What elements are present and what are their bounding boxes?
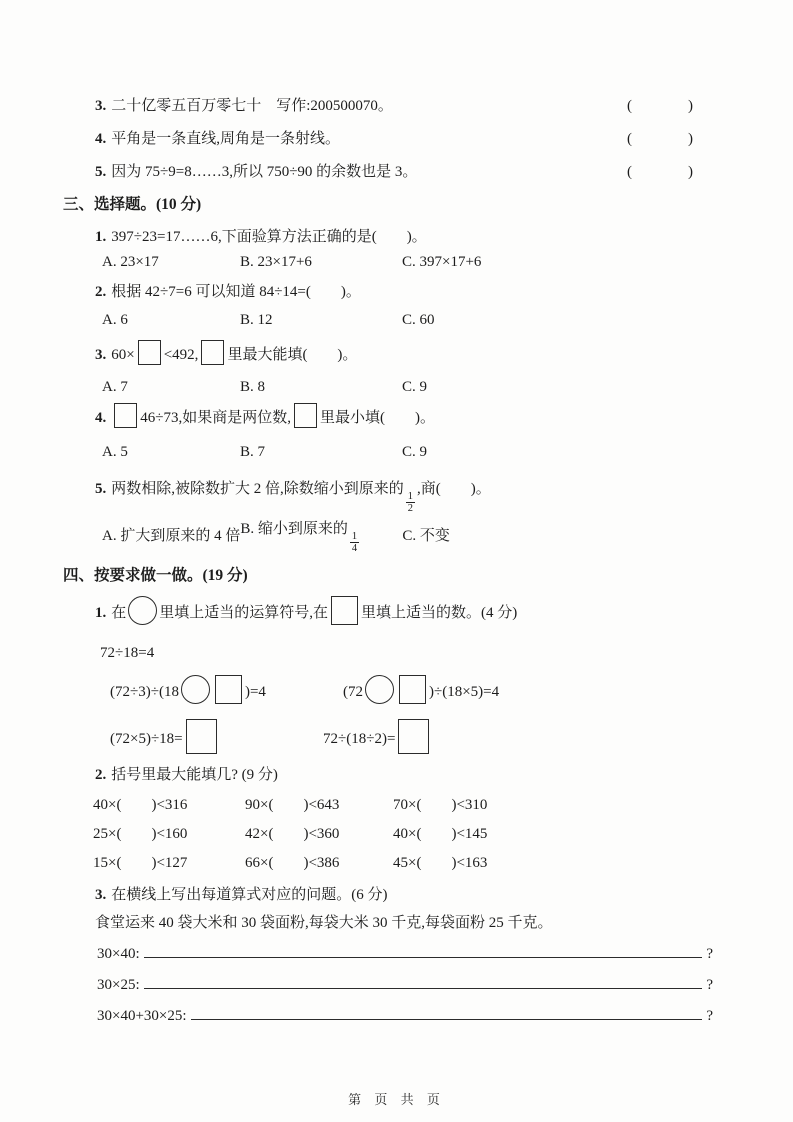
equation-4	[323, 719, 432, 754]
judge-item-5	[95, 161, 733, 183]
fill-cell: 40×( )<316	[93, 797, 188, 813]
fraction-denominator: 2	[407, 503, 414, 515]
answer-parens	[627, 161, 693, 183]
question-number: 3.	[95, 347, 107, 363]
equation-text: (72	[343, 683, 363, 700]
equation-text: (72÷3)÷(18	[110, 683, 179, 700]
fraction-numerator: 1	[407, 491, 414, 502]
s4-q3	[95, 884, 733, 906]
blank-box	[114, 403, 137, 428]
s4-q1-given: 72÷18=4	[100, 645, 155, 661]
question-text: <492,	[163, 347, 199, 363]
s4-q1-eqrow1	[110, 668, 733, 710]
choice-q4-options	[102, 441, 733, 463]
fill-cell: 45×( )<163	[393, 855, 488, 871]
expression-label: 30×40+30×25:	[97, 1008, 187, 1024]
fill-cell: 25×( )<160	[93, 826, 188, 842]
blank-box	[215, 675, 242, 704]
paren-open: (	[627, 98, 632, 114]
question-text: 397÷23=17……6,下面验算方法正确的是( )。	[111, 229, 427, 245]
question-text: 两数相除,被除数扩大 2 倍,除数缩小到原来的	[111, 481, 404, 497]
fill-grid-row-2	[93, 823, 733, 845]
question-text: 根据 42÷7=6 可以知道 84÷14=( )。	[111, 284, 361, 300]
paren-close: )	[688, 164, 693, 180]
choice-q4	[95, 403, 733, 431]
question-text: 60×	[111, 347, 135, 363]
option-b: B. 23×17+6	[240, 254, 312, 270]
choice-q1-options	[102, 251, 733, 273]
answer-parens	[627, 128, 693, 150]
paren-open: (	[627, 164, 632, 180]
question-mark: ?	[706, 946, 713, 962]
question-number: 2.	[95, 767, 107, 783]
question-text: 里最小填( )。	[319, 410, 435, 426]
blank-box	[294, 403, 317, 428]
choice-q3	[95, 340, 733, 368]
question-number: 4.	[95, 131, 107, 147]
answer-parens	[627, 95, 693, 117]
question-number: 5.	[95, 164, 107, 180]
section-title-do: 四、按要求做一做。(19 分)	[63, 567, 248, 584]
answer-line	[144, 941, 703, 958]
equation-text: )÷(18×5)=4	[429, 683, 500, 700]
s4-q1	[95, 596, 733, 628]
option-b: B. 8	[240, 379, 266, 395]
fraction-denominator: 4	[351, 543, 358, 554]
judge-item-3	[95, 95, 733, 117]
equation-text: )=4	[244, 683, 266, 700]
option-b: B. 7	[240, 444, 266, 460]
question-mark: ?	[706, 1008, 713, 1024]
option-b-text: B. 缩小到原来的	[240, 520, 348, 537]
option-c: C. 9	[402, 379, 428, 395]
fill-cell: 40×( )<145	[393, 826, 488, 842]
s4-q1-eqrow2	[110, 716, 733, 756]
expression-label: 30×40:	[97, 946, 140, 962]
section-title-choice: 三、选择题。(10 分)	[63, 196, 202, 213]
option-a: A. 扩大到原来的 4 倍	[102, 528, 241, 544]
operator-circle	[365, 675, 394, 704]
equation-text: 72÷(18÷2)=	[323, 730, 396, 747]
blank-box	[331, 596, 358, 625]
blank-box	[201, 340, 224, 365]
answer-line-row-1	[97, 941, 733, 965]
operator-circle	[128, 596, 157, 625]
judge-item-4	[95, 128, 733, 150]
answer-box	[398, 719, 429, 754]
answer-line	[144, 972, 703, 989]
fill-cell: 42×( )<360	[245, 826, 340, 842]
choice-q2	[95, 281, 733, 303]
fill-grid-row-3	[93, 852, 733, 874]
question-text: 在横线上写出每道算式对应的问题。(6 分)	[111, 887, 388, 903]
question-text: 里填上适当的运算符号,在	[159, 605, 329, 621]
fill-grid-row-1	[93, 794, 733, 816]
s4-q2	[95, 764, 733, 786]
option-c: C. 397×17+6	[402, 254, 482, 270]
equation-1	[110, 675, 343, 704]
question-number: 1.	[95, 605, 107, 621]
expression-label: 30×25:	[97, 977, 140, 993]
question-text: 因为 75÷9=8……3,所以 750÷90 的余数也是 3。	[111, 164, 418, 180]
answer-line-row-3	[97, 1003, 733, 1027]
paren-open: (	[627, 131, 632, 147]
fill-cell: 90×( )<643	[245, 797, 340, 813]
answer-line	[191, 1003, 703, 1020]
equation-text: (72×5)÷18=	[110, 730, 183, 747]
option-b	[240, 518, 402, 554]
option-b: B. 12	[240, 312, 273, 328]
option-a: A. 6	[102, 312, 128, 328]
fill-cell: 15×( )<127	[93, 855, 188, 871]
question-text: 括号里最大能填几? (9 分)	[111, 767, 278, 783]
question-text: 46÷73,如果商是两位数,	[140, 410, 291, 426]
paren-close: )	[688, 131, 693, 147]
blank-box	[399, 675, 426, 704]
page-footer: 第 页 共 页	[348, 1092, 445, 1107]
choice-q3-options	[102, 376, 733, 398]
option-a: A. 5	[102, 444, 128, 460]
question-text: 平角是一条直线,周角是一条射线。	[111, 131, 341, 147]
question-number: 4.	[95, 410, 107, 426]
choice-q1	[95, 226, 733, 248]
option-c: C. 60	[402, 312, 435, 328]
question-number: 2.	[95, 284, 107, 300]
equation-3	[110, 719, 323, 754]
question-number: 3.	[95, 98, 107, 114]
operator-circle	[181, 675, 210, 704]
judge-text	[95, 95, 627, 117]
question-mark: ?	[706, 977, 713, 993]
choice-q5	[95, 472, 733, 515]
option-c: C. 不变	[402, 528, 450, 544]
option-c: C. 9	[402, 444, 428, 460]
option-a: A. 23×17	[102, 254, 159, 270]
question-text: 里填上适当的数。(4 分)	[361, 605, 518, 621]
fraction-numerator: 1	[351, 530, 358, 542]
paren-close: )	[688, 98, 693, 114]
question-text: 在	[111, 605, 127, 621]
answer-box	[186, 719, 217, 754]
option-a: A. 7	[102, 379, 128, 395]
fraction-one-fourth	[350, 531, 359, 554]
s4-q3-context: 食堂运来 40 袋大米和 30 袋面粉,每袋大米 30 千克,每袋面粉 25 千克。	[95, 915, 553, 931]
question-number: 3.	[95, 887, 107, 903]
question-number: 1.	[95, 229, 107, 245]
choice-q5-options	[102, 519, 733, 553]
judge-text	[95, 161, 627, 183]
question-text: ,商( )。	[417, 481, 491, 497]
question-text: 二十亿零五百万零七十 写作:200500070。	[111, 98, 393, 114]
equation-2	[343, 675, 499, 704]
answer-line-row-2	[97, 972, 733, 996]
choice-q2-options	[102, 309, 733, 331]
blank-box	[138, 340, 161, 365]
question-number: 5.	[95, 481, 107, 497]
question-text: 里最大能填( )。	[227, 347, 358, 363]
fill-cell: 66×( )<386	[245, 855, 340, 871]
fraction-one-half	[406, 491, 415, 514]
judge-text	[95, 128, 627, 150]
fill-cell: 70×( )<310	[393, 797, 488, 813]
